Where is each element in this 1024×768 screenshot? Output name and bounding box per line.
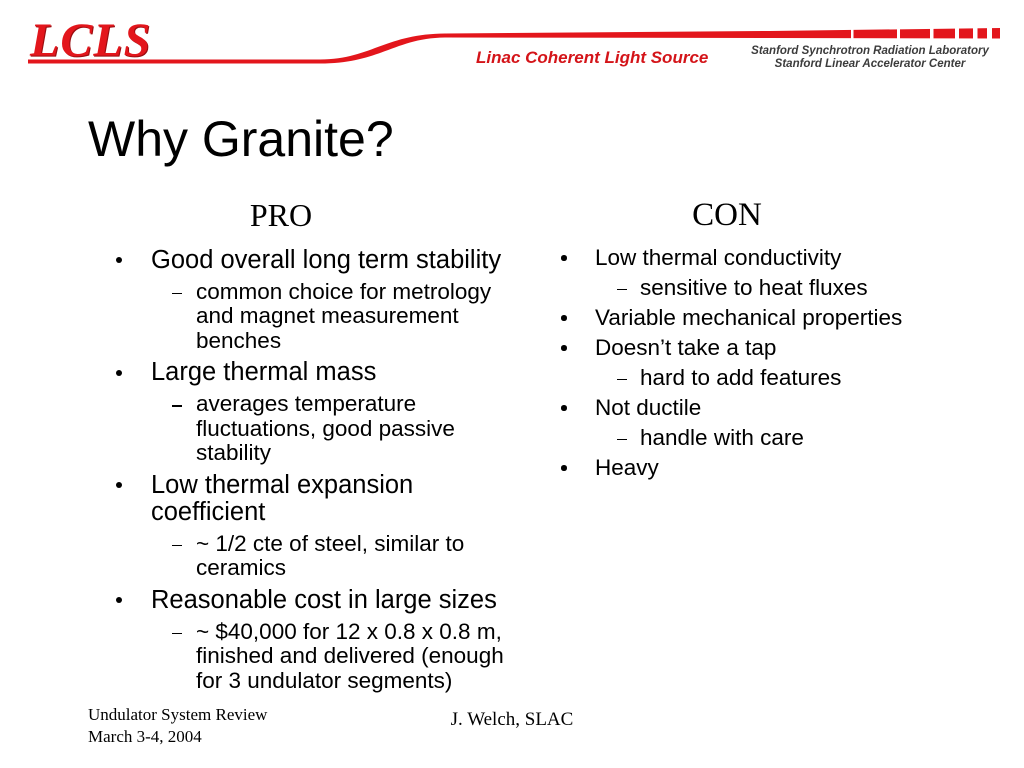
lab-line-slac: Stanford Linear Accelerator Center [774, 58, 966, 70]
pro-sub-item-text: ~ 1/2 cte of steel, similar to ceramics [196, 530, 465, 580]
pro-sub-list [172, 392, 525, 466]
con-list [560, 243, 1000, 483]
con-sub-list [617, 273, 1000, 303]
con-item-text: Heavy [595, 455, 659, 480]
pro-sub-list [172, 532, 525, 581]
dash-icon [617, 439, 627, 441]
bullet-icon [116, 597, 122, 603]
pro-sub-item [172, 620, 525, 694]
con-sub-item [617, 273, 1000, 303]
lab-line-ssrl: Stanford Synchrotron Radiation Laboratory [751, 45, 989, 57]
pro-item [115, 472, 525, 581]
dash-icon [617, 379, 627, 381]
pro-sub-item-text: ~ $40,000 for 12 x 0.8 x 0.8 m, finished and delivered (enough for 3 undulator segments) [196, 618, 504, 693]
footer-date: March 3-4, 2004 [88, 727, 202, 746]
con-item-text: Low thermal conductivity [595, 245, 842, 270]
pro-item [115, 587, 525, 694]
pro-item [115, 359, 525, 466]
pro-sub-item [172, 532, 525, 581]
pro-heading: PRO [249, 197, 313, 233]
con-heading: CON [692, 197, 762, 233]
con-sub-item [617, 423, 1000, 453]
con-item [560, 303, 1000, 333]
lab-names [740, 45, 1000, 71]
stripe-gap [955, 26, 959, 40]
stripe-gap [930, 26, 934, 40]
bullet-icon [116, 482, 122, 488]
bullet-icon [561, 405, 567, 411]
bullet-icon [561, 345, 567, 351]
pro-item [115, 247, 525, 354]
slide-title: Why Granite? [88, 111, 394, 167]
con-item-text: Variable mechanical properties [595, 305, 903, 330]
bullet-icon [116, 257, 122, 263]
dash-icon [172, 633, 182, 635]
program-name: Linac Coherent Light Source [476, 48, 709, 67]
con-item [560, 393, 1000, 453]
con-item [560, 453, 1000, 483]
con-sub-list [617, 363, 1000, 393]
pro-list [115, 247, 525, 694]
con-sub-item-text: sensitive to heat fluxes [640, 275, 868, 300]
bullet-icon [561, 255, 567, 261]
pro-item-text: Good overall long term stability [151, 245, 502, 274]
footer-event: Undulator System Review [88, 705, 268, 724]
dash-icon [617, 289, 627, 291]
pro-sub-list [172, 280, 525, 354]
stripe-gap [987, 26, 992, 40]
pro-sub-item-text: averages temperature fluctuations, good passive stability [196, 391, 455, 465]
con-sub-item [617, 363, 1000, 393]
dash-icon [172, 405, 182, 407]
pro-sub-item-text: common choice for metrology and magnet measurement benches [196, 278, 492, 353]
stripe-gap [973, 26, 978, 40]
footer-event-info [88, 704, 267, 748]
pro-item-text: Low thermal expansion coefficient [151, 470, 414, 526]
con-sub-list [617, 423, 1000, 453]
stripe-gap [897, 26, 900, 40]
con-item [560, 243, 1000, 303]
lcls-logo: LCLS [30, 14, 152, 67]
pro-sub-list [172, 620, 525, 694]
pro-sub-item [172, 280, 525, 354]
pro-sub-item [172, 392, 525, 466]
con-item-text: Doesn’t take a tap [595, 335, 777, 360]
con-sub-item-text: hard to add features [640, 365, 842, 390]
con-item-text: Not ductile [595, 395, 702, 420]
dash-icon [172, 293, 182, 295]
bullet-icon [116, 370, 122, 376]
footer-author: J. Welch, SLAC [450, 709, 574, 730]
con-sub-item-text: handle with care [640, 425, 804, 450]
pro-item-text: Large thermal mass [151, 358, 377, 386]
pro-item-text: Reasonable cost in large sizes [151, 585, 497, 614]
con-item [560, 333, 1000, 393]
bullet-icon [561, 465, 567, 471]
bullet-icon [561, 315, 567, 321]
stripe-gap [851, 26, 854, 40]
dash-icon [172, 545, 182, 547]
